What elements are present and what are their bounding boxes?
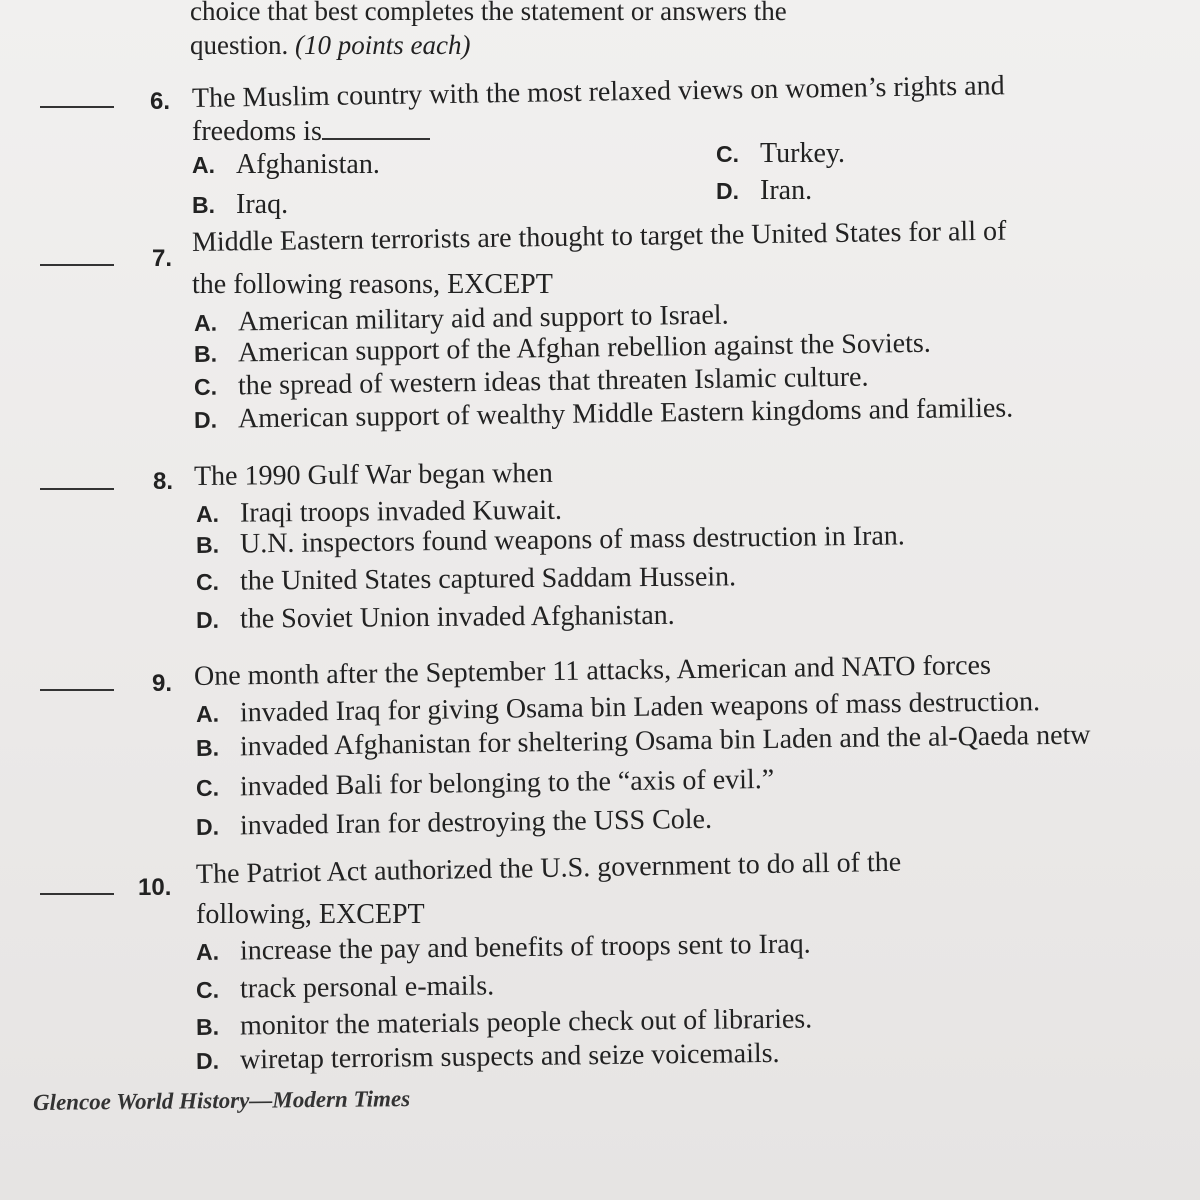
- option-letter: C.: [195, 976, 220, 1003]
- answer-blank-7[interactable]: [40, 264, 114, 266]
- stem-text: freedoms is: [192, 116, 322, 147]
- answer-blank-9[interactable]: [40, 689, 114, 691]
- option-text: increase the pay and benefits of troops sent to Iraq.: [239, 928, 811, 967]
- option-letter: A.: [195, 938, 220, 965]
- option-d[interactable]: [196, 1037, 780, 1078]
- option-d[interactable]: [196, 599, 675, 637]
- answer-blank-10[interactable]: [40, 893, 114, 895]
- option-text: U.N. inspectors found weapons of mass destruction in Iran.: [239, 520, 906, 560]
- option-letter: C.: [193, 373, 218, 400]
- answer-blank-6[interactable]: [40, 106, 114, 108]
- question-stem-line-2: the following reasons, EXCEPT: [192, 269, 553, 300]
- option-letter: D.: [193, 406, 218, 433]
- question-stem-line-2: [192, 115, 430, 148]
- option-c[interactable]: [196, 969, 495, 1007]
- option-text: the Soviet Union invaded Afghanistan.: [239, 599, 675, 635]
- question-stem: Middle Eastern terrorists are thought to target the United States for all of: [191, 215, 1007, 258]
- points-note: (10 points each): [295, 30, 471, 60]
- option-letter: B.: [195, 1013, 220, 1040]
- question-stem: The 1990 Gulf War began when: [193, 457, 553, 492]
- fill-in-blank[interactable]: [322, 116, 430, 140]
- question-stem: The Muslim country with the most relaxed views on women’s rights and: [191, 70, 1005, 114]
- option-letter: B.: [195, 531, 220, 558]
- option-text: Iran.: [760, 175, 813, 206]
- option-letter: D.: [195, 606, 220, 633]
- option-letter: A.: [193, 309, 218, 336]
- option-text: Turkey.: [760, 138, 846, 169]
- option-letter: B.: [192, 192, 215, 218]
- option-letter: D.: [195, 813, 220, 840]
- option-text: American support of the Afghan rebellion against the Soviets.: [237, 327, 931, 369]
- option-letter: C.: [195, 568, 220, 595]
- option-text: the United States captured Saddam Hussein.: [239, 561, 737, 597]
- question-number: 8.: [153, 468, 174, 495]
- option-d[interactable]: [716, 174, 812, 208]
- option-d[interactable]: [196, 803, 712, 844]
- option-a[interactable]: [196, 927, 811, 969]
- option-text: American support of wealthy Middle Eastern kingdoms and families.: [237, 392, 1014, 435]
- instructions-text: question.: [190, 30, 295, 60]
- question-number: 10.: [138, 874, 172, 901]
- option-c[interactable]: [196, 560, 736, 599]
- option-letter: A.: [195, 500, 220, 527]
- instructions: [190, 0, 787, 62]
- option-text: monitor the materials people check out of libraries.: [239, 1003, 813, 1042]
- option-text: American military aid and support to Israel.: [237, 299, 729, 338]
- option-letter: D.: [195, 1047, 220, 1074]
- option-c[interactable]: [196, 763, 775, 805]
- option-letter: C.: [195, 774, 220, 801]
- option-text: the spread of western ideas that threaten Islamic culture.: [237, 361, 869, 402]
- option-text: invaded Bali for belonging to the “axis of evil.”: [239, 763, 775, 803]
- option-text: track personal e-mails.: [239, 970, 495, 1005]
- option-text: invaded Iran for destroying the USS Cole.: [239, 803, 713, 842]
- option-c[interactable]: [716, 137, 845, 171]
- option-a[interactable]: [192, 148, 380, 182]
- footer-source: Glencoe World History—Modern Times: [32, 1086, 411, 1115]
- instructions-line-2: [190, 28, 787, 62]
- question-number: 9.: [152, 670, 173, 697]
- answer-blank-8[interactable]: [40, 488, 114, 490]
- option-text: invaded Iraq for giving Osama bin Laden weapons of mass destruction.: [239, 686, 1041, 729]
- option-letter: B.: [195, 734, 220, 761]
- question-stem-line-2: following, EXCEPT: [196, 899, 425, 930]
- option-letter: B.: [193, 340, 218, 367]
- option-letter: C.: [716, 141, 739, 167]
- instructions-line-1: choice that best completes the statement or answers the: [190, 0, 787, 26]
- question-stem: The Patriot Act authorized the U.S. government to do all of the: [195, 846, 902, 890]
- option-text: Iraqi troops invaded Kuwait.: [239, 494, 563, 529]
- question-number: 7.: [152, 245, 173, 272]
- option-b[interactable]: [196, 519, 905, 562]
- option-text: wiretap terrorism suspects and seize voicemails.: [239, 1037, 780, 1076]
- question-number: 6.: [150, 88, 171, 115]
- question-stem: One month after the September 11 attacks, American and NATO forces: [193, 649, 992, 692]
- option-b[interactable]: [192, 188, 288, 222]
- option-letter: D.: [716, 178, 739, 204]
- option-text: invaded Afghanistan for sheltering Osama bin Laden and the al-Qaeda netw: [239, 719, 1091, 763]
- option-text: Iraq.: [236, 189, 289, 220]
- option-letter: A.: [195, 700, 220, 727]
- option-letter: A.: [192, 152, 215, 178]
- option-text: Afghanistan.: [236, 149, 380, 180]
